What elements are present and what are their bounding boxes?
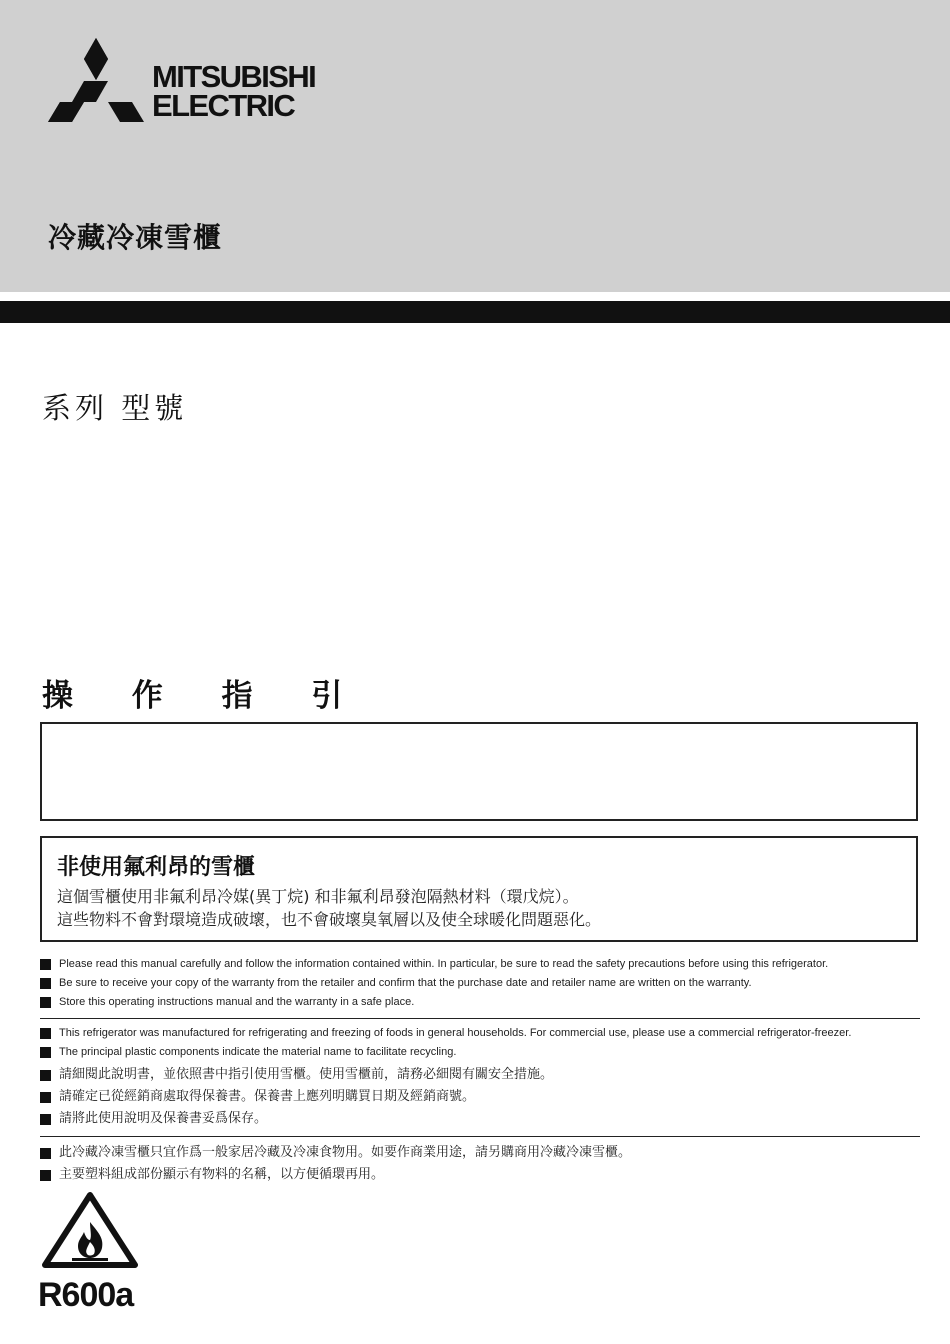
bullet-icon — [40, 997, 51, 1008]
bullet-icon — [40, 978, 51, 989]
brand-wordmark — [152, 59, 316, 123]
product-title: 冷藏冷凍雪櫃 — [48, 221, 223, 254]
note-item — [40, 1164, 920, 1186]
logo-lower-diamonds — [48, 38, 148, 124]
note-text: The principal plastic components indicate the material name to facilitate recycling. — [59, 1046, 457, 1058]
note-item — [40, 955, 920, 974]
bullet-icon — [40, 1114, 51, 1125]
note-text: 主要塑料組成部份顯示有物料的名稱，以方便循環再用。 — [59, 1167, 385, 1182]
bullet-icon — [40, 1047, 51, 1058]
bullet-icon — [40, 959, 51, 970]
cfc-free-notice-box — [40, 836, 918, 942]
note-item — [40, 1043, 920, 1062]
series-model-heading: 系列 型號 — [42, 391, 188, 425]
note-text: 請確定已從經銷商處取得保養書。保養書上應列明購買日期及經銷商號。 — [59, 1089, 476, 1104]
note-text: 請細閱此說明書，並依照書中指引使用雪櫃。使用雪櫃前，請務必細閱有關安全措施。 — [59, 1067, 554, 1082]
note-item — [40, 1024, 920, 1043]
bullet-icon — [40, 1092, 51, 1103]
flammable-warning-icon — [42, 1192, 138, 1268]
note-item — [40, 1064, 920, 1086]
bullet-icon — [40, 1170, 51, 1181]
header-divider-bar — [0, 301, 950, 323]
section-divider — [40, 1018, 920, 1019]
operating-manual-heading: 操 作 指 引 — [42, 678, 367, 714]
note-item — [40, 974, 920, 993]
brand-logo — [48, 38, 348, 124]
cfc-free-line: 這些物料不會對環境造成破壞，也不會破壞臭氧層以及使全球暖化問題惡化。 — [57, 910, 602, 929]
note-text: Please read this manual carefully and follow the information contained within. In particular, be sure to read the safety precautions before using this refrigerator. — [59, 958, 829, 970]
note-item — [40, 1086, 920, 1108]
bullet-icon — [40, 1028, 51, 1039]
chinese-notes — [40, 1064, 920, 1186]
english-notes — [40, 955, 920, 1062]
cfc-free-line: 這個雪櫃使用非氟利昂冷媒(異丁烷) 和非氟利昂發泡隔熱材料（環戊烷）。 — [57, 887, 579, 906]
note-text: Store this operating instructions manual and the warranty in a safe place. — [59, 996, 415, 1008]
bullet-icon — [40, 1070, 51, 1081]
cfc-free-title: 非使用氟利昂的雪櫃 — [57, 855, 256, 880]
brand-line2: ELECTRIC — [152, 88, 295, 123]
note-item — [40, 1108, 920, 1130]
refrigerant-label: R600a — [38, 1276, 134, 1314]
note-text: Be sure to receive your copy of the warranty from the retailer and confirm that the purchase date and retailer name are written on the warranty. — [59, 977, 752, 989]
bullet-icon — [40, 1148, 51, 1159]
section-divider — [40, 1136, 920, 1137]
note-text: 請將此使用說明及保養書妥爲保存。 — [59, 1111, 268, 1126]
note-text: This refrigerator was manufactured for refrigerating and freezing of foods in general households. For commercial use, please use a commercial refrigerator-freezer. — [59, 1027, 852, 1039]
brand-line1: MITSUBISHI — [152, 59, 316, 94]
note-text: 此冷藏冷凍雪櫃只宜作爲一般家居冷藏及冷凍食物用。如要作商業用途，請另購商用冷藏冷凍雪櫃。 — [59, 1145, 632, 1160]
model-number-box — [40, 722, 918, 821]
note-item — [40, 993, 920, 1012]
note-item — [40, 1142, 920, 1164]
